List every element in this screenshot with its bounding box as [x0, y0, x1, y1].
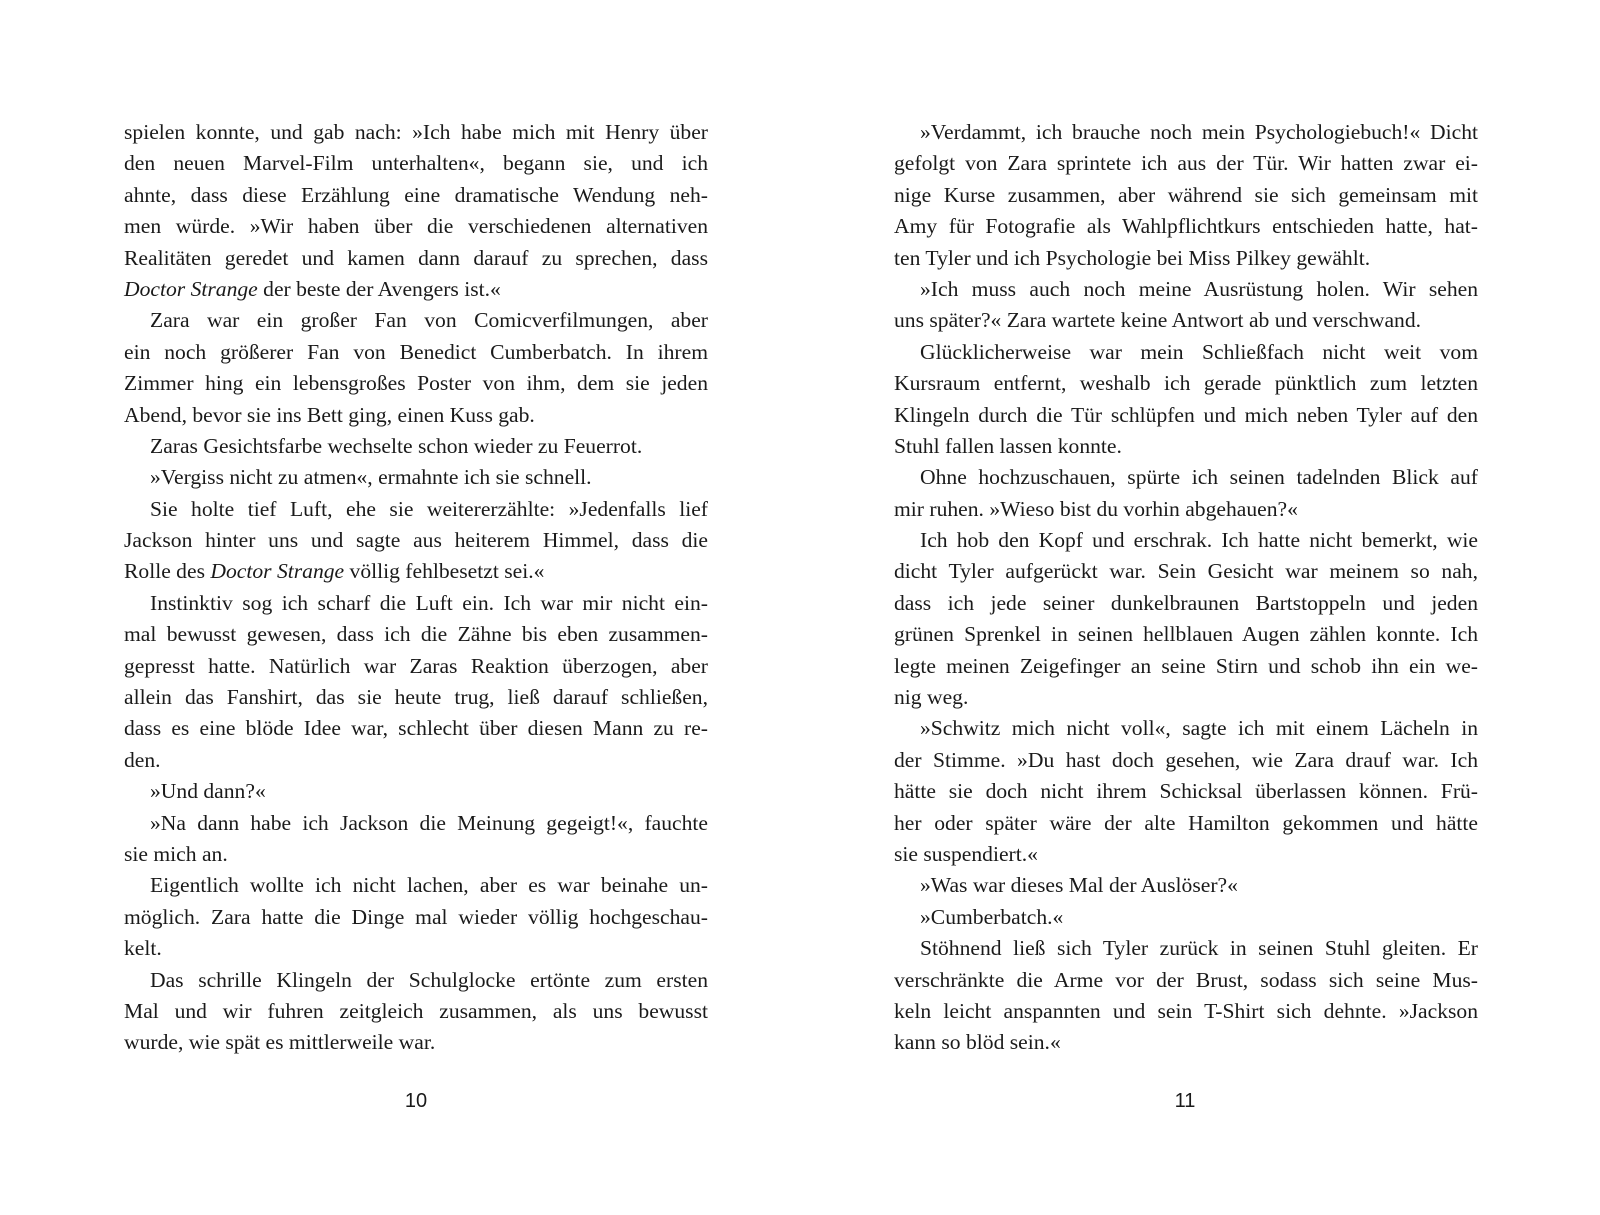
- text-line: verschränkte die Arme vor der Brust, sodass sich seine Mus-: [894, 967, 1478, 992]
- text-line: dass ich jede seiner dunkelbraunen Bartstoppeln und jeden: [894, 590, 1478, 615]
- text-line: »Schwitz mich nicht voll«, sagte ich mit einem Lächeln in: [920, 716, 1478, 741]
- text-line: men würde. »Wir haben über die verschiedenen alternativen: [124, 214, 708, 239]
- text-line: spielen konnte, und gab nach: »Ich habe mich mit Henry über: [124, 120, 708, 144]
- text-line: Mal und wir fuhren zeitgleich zusammen, als uns bewusst: [124, 998, 708, 1023]
- text-line: Amy für Fotografie als Wahlpflichtkurs entschieden hatte, hat-: [894, 214, 1478, 239]
- right-page: [894, 117, 1478, 1059]
- text-line: Zimmer hing ein lebensgroßes Poster von ihm, dem sie jeden: [124, 371, 708, 396]
- text-line: »Ich muss auch noch meine Ausrüstung holen. Wir sehen: [920, 276, 1478, 301]
- text-line: Eigentlich wollte ich nicht lachen, aber es war beinahe un-: [150, 873, 708, 898]
- text-line: ein noch größerer Fan von Benedict Cumberbatch. In ihrem: [124, 339, 708, 364]
- text-line: Ich hob den Kopf und erschrak. Ich hatte nicht bemerkt, wie: [920, 528, 1478, 553]
- page-number-right: 11: [1174, 1090, 1196, 1112]
- text-line: sie mich an.: [124, 841, 228, 866]
- text-line: Instinktiv sog ich scharf die Luft ein. Ich war mir nicht ein-: [150, 590, 708, 615]
- text-line: Glücklicherweise war mein Schließfach nicht weit vom: [920, 339, 1478, 364]
- text-line: Stuhl fallen lassen konnte.: [894, 433, 1122, 458]
- text-line: mal bewusst gewesen, dass ich die Zähne bis eben zusammen-: [124, 622, 708, 647]
- text-line: »Na dann habe ich Jackson die Meinung gegeigt!«, fauchte: [150, 810, 708, 835]
- text-line: »Verdammt, ich brauche noch mein Psychologiebuch!« Dicht: [920, 120, 1478, 144]
- text-line: kelt.: [124, 936, 162, 961]
- text-line: den neuen Marvel-Film unterhalten«, begann sie, und ich: [124, 151, 708, 176]
- text-line: Stöhnend ließ sich Tyler zurück in seinen Stuhl gleiten. Er: [920, 936, 1478, 961]
- text-line: nige Kurse zusammen, aber während sie sich gemeinsam mit: [894, 182, 1478, 207]
- text-line: »Und dann?«: [150, 779, 266, 804]
- text-line: sie suspendiert.«: [894, 841, 1038, 866]
- text-line: Zaras Gesichtsfarbe wechselte schon wieder zu Feuerrot.: [150, 433, 643, 458]
- text-line: möglich. Zara hatte die Dinge mal wieder völlig hochgeschau-: [124, 904, 708, 929]
- text-line: ahnte, dass diese Erzählung eine dramatische Wendung neh-: [124, 182, 708, 207]
- text-line: kann so blöd sein.«: [894, 1030, 1061, 1055]
- page-number-left: 10: [404, 1090, 428, 1112]
- text-line: »Was war dieses Mal der Auslöser?«: [920, 873, 1238, 898]
- text-line: Klingeln durch die Tür schlüpfen und mich neben Tyler auf den: [894, 402, 1478, 427]
- text-line: keln leicht anspannten und sein T-Shirt sich dehnte. »Jackson: [894, 998, 1478, 1023]
- text-line: Abend, bevor sie ins Bett ging, einen Kuss gab.: [124, 402, 535, 427]
- text-line: ten Tyler und ich Psychologie bei Miss Pilkey gewählt.: [894, 245, 1371, 270]
- text-line: Sie holte tief Luft, ehe sie weitererzählte: »Jedenfalls lief: [150, 496, 708, 521]
- text-line: gefolgt von Zara sprintete ich aus der Tür. Wir hatten zwar ei-: [894, 151, 1478, 176]
- text-line: nig weg.: [894, 685, 969, 710]
- text-line: dicht Tyler aufgerückt war. Sein Gesicht war meinem so nah,: [894, 559, 1478, 584]
- text-line: dass es eine blöde Idee war, schlecht über diesen Mann zu re-: [124, 716, 708, 741]
- text-line: hätte sie doch nicht ihrem Schicksal überlassen können. Frü-: [894, 779, 1478, 804]
- text-line: den.: [124, 747, 161, 772]
- text-line: Zara war ein großer Fan von Comicverfilmungen, aber: [150, 308, 708, 333]
- text-line: wurde, wie spät es mittlerweile war.: [124, 1030, 436, 1055]
- text-line: Doctor Strange der beste der Avengers ist.«: [124, 276, 501, 301]
- text-line: her oder später wäre der alte Hamilton gekommen und hätte: [894, 810, 1478, 835]
- text-line: mir ruhen. »Wieso bist du vorhin abgehauen?«: [894, 496, 1298, 521]
- text-line: uns später?« Zara wartete keine Antwort ab und verschwand.: [894, 308, 1422, 333]
- text-line: Realitäten geredet und kamen dann darauf zu sprechen, dass: [124, 245, 708, 270]
- text-line: legte meinen Zeigefinger an seine Stirn und schob ihn ein we-: [894, 653, 1478, 678]
- text-line: grünen Sprenkel in seinen hellblauen Augen zählen konnte. Ich: [894, 622, 1478, 647]
- text-line: gepresst hatte. Natürlich war Zaras Reaktion überzogen, aber: [124, 653, 708, 678]
- left-page: [124, 117, 708, 1059]
- text-line: Kursraum entfernt, weshalb ich gerade pünktlich zum letzten: [894, 371, 1478, 396]
- text-line: Ohne hochzuschauen, spürte ich seinen tadelnden Blick auf: [920, 465, 1478, 490]
- text-line: Das schrille Klingeln der Schulglocke ertönte zum ersten: [150, 967, 708, 992]
- text-line: Rolle des Doctor Strange völlig fehlbesetzt sei.«: [124, 559, 545, 584]
- text-line: Jackson hinter uns und sagte aus heiterem Himmel, dass die: [124, 528, 708, 553]
- text-line: allein das Fanshirt, das sie heute trug, ließ darauf schließen,: [124, 685, 708, 710]
- text-line: der Stimme. »Du hast doch gesehen, wie Zara drauf war. Ich: [894, 747, 1478, 772]
- text-line: »Vergiss nicht zu atmen«, ermahnte ich sie schnell.: [150, 465, 592, 490]
- text-line: »Cumberbatch.«: [920, 904, 1064, 929]
